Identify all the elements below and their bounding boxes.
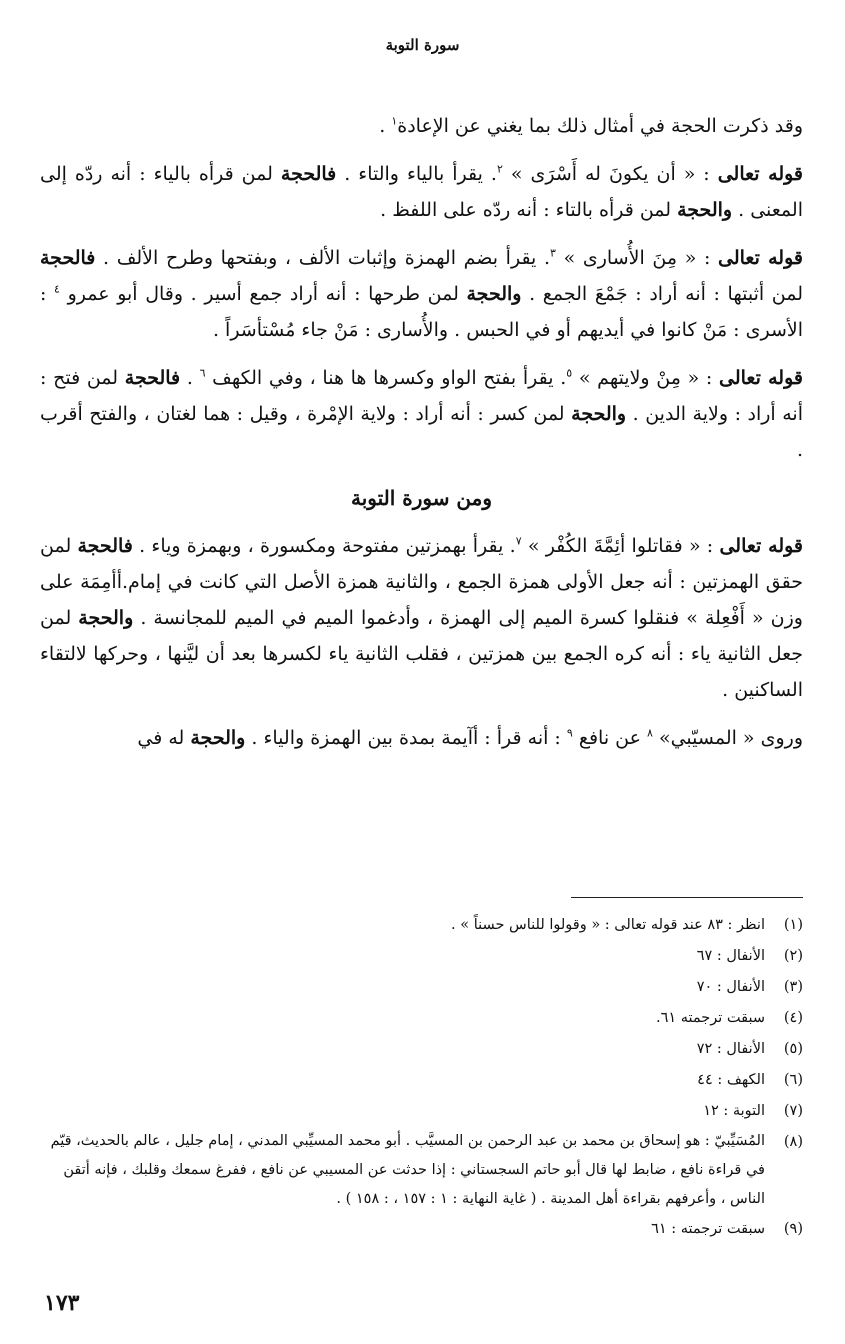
footnote-ref: ٧: [515, 534, 522, 548]
footnote-text: المُسَيِّبيّ : هو إسحاق بن محمد بن عبد الرحمن بن المسيَّب . أبو محمد المسيِّبي المدني ، إمام جليل ، عالم بالحديث، قيّم في قراءة نافع ، ضابط لها قال أبو حاتم السجستاني : إذا حدثت عن المسيبي عن نافع ، ففرغ سمعك وقلبك ، فإنه أتقن الناس ، وأعرفهم بقراءة أهل المدينة . ( غاية النهاية : ١ : ١٥٧ ، : ١٥٨ ) .: [50, 1133, 765, 1207]
paragraph-5: [40, 528, 803, 708]
paragraph-text: لمن حقق الهمزتين : أنه جعل الأولى همزة الجمع ، والثانية همزة الأصل التي كانت في إمام.أأمِمَة على وزن « أَفْعِلة » فنقلوا كسرة الميم إلى الهمزة ، وأدغموا الميم في الميم للمجانسة .: [40, 535, 803, 629]
footnote-item: [40, 1127, 803, 1214]
footnote-ref: ٣: [550, 246, 556, 260]
footnote-divider: [571, 897, 803, 898]
paragraph-text: لمن قرأه بالياء : أنه ردّه إلى المعنى .: [40, 163, 803, 221]
hujja-keyword: والحجة: [571, 403, 627, 425]
running-head: سورة التوبة: [385, 36, 460, 54]
hujja-keyword: والحجة: [677, 199, 733, 221]
paragraph-text: له في: [137, 727, 191, 749]
paragraph-text: لمن طرحها : أنه أراد جمع أسير . وقال أبو عمرو: [59, 283, 467, 305]
paragraph-text: .: [180, 367, 200, 389]
footnote-ref: ٦: [199, 366, 206, 380]
footnote-ref: ٥: [566, 366, 573, 380]
paragraph-text: . يقرأ بهمزتين مفتوحة ومكسورة ، وبهمزة وياء .: [132, 535, 516, 557]
footnote-text: انظر : ٨٣ عند قوله تعالى : « وقولوا للناس حسناً » .: [451, 917, 765, 933]
paragraph-text: .: [379, 115, 392, 137]
paragraph-text: : « فقاتلوا أئِمَّةَ الكُفْر »: [521, 535, 720, 557]
footnote-ref: ٩: [566, 726, 573, 740]
paragraph-text: لمن أثبتها : أنه أراد : جَمْعَ الجمع .: [521, 283, 804, 305]
hujja-keyword: فالحجة: [77, 535, 133, 557]
footnote-item: [40, 972, 803, 1003]
footnote-item: [40, 1096, 803, 1127]
paragraph-text: . يقرأ بالياء والتاء .: [336, 163, 497, 185]
paragraph-text: عن نافع: [572, 727, 647, 749]
hujja-keyword: والحجة: [78, 607, 134, 629]
hujja-keyword: فالحجة: [280, 163, 337, 185]
paragraph-text: . يقرأ بفتح الواو وكسرها ها هنا ، وفي الكهف: [205, 367, 567, 389]
paragraph-text: : « مِنْ ولايتهم »: [572, 367, 719, 389]
footnote-text: التوبة : ١٢: [703, 1103, 765, 1119]
footnote-number: (٣): [783, 979, 803, 995]
footnote-number: (٨): [783, 1134, 803, 1150]
paragraph-text: : « أن يكونَ له أَسْرَى »: [502, 163, 718, 185]
footnote-text: الأنفال : ٦٧: [696, 948, 765, 964]
footnote-ref: ٤: [54, 282, 60, 296]
paragraph-text: لمن قرأه بالتاء : أنه ردّه على اللفظ .: [380, 199, 678, 221]
verse-lead: قوله تعالى: [718, 247, 803, 269]
footnote-text: سبقت ترجمته : ٦١: [651, 1221, 765, 1237]
footnote-item: [40, 1003, 803, 1034]
footnote-item: [40, 941, 803, 972]
paragraph-4: [40, 360, 803, 468]
footnote-text: سبقت ترجمته ٦١.: [655, 1010, 765, 1026]
paragraph-1: [40, 108, 803, 144]
footnote-item: [40, 910, 803, 941]
footnote-number: (٥): [783, 1041, 803, 1057]
paragraph-text: : الأسرى : مَنْ كانوا في أيديهم أو في الحبس . والأُسارى : مَنْ جاء مُسْتأسَراً .: [40, 283, 803, 341]
paragraph-6: [40, 720, 803, 756]
paragraph-text: : أنه قرأ : أآيمة بمدة بين الهمزة والياء .: [245, 727, 567, 749]
footnote-text: الأنفال : ٧٠: [696, 979, 765, 995]
footnote-number: (٩): [783, 1221, 803, 1237]
verse-lead: قوله تعالى: [719, 367, 803, 389]
footnote-ref: ١: [391, 114, 398, 128]
paragraph-text: وقد ذكرت الحجة في أمثال ذلك بما يغني عن الإعادة: [397, 115, 803, 137]
footnote-text: الكهف : ٤٤: [697, 1072, 765, 1088]
page-number: ١٧٣: [44, 1290, 80, 1316]
footnote-item: [40, 1214, 803, 1245]
footnote-ref: ٨: [647, 726, 653, 740]
footnote-number: (٧): [783, 1103, 803, 1119]
footnote-text: الأنفال : ٧٢: [696, 1041, 765, 1057]
footnote-number: (٢): [783, 948, 803, 964]
footnote-item: [40, 1034, 803, 1065]
section-heading: ومن سورة التوبة: [350, 486, 493, 510]
footnote-number: (٤): [783, 1010, 803, 1026]
paragraph-text: وروى « المسيّبي»: [652, 727, 803, 749]
paragraph-2: [40, 156, 803, 228]
verse-lead: قوله تعالى: [717, 163, 804, 185]
footnote-ref: ٢: [496, 162, 503, 176]
footnote-item: [40, 1065, 803, 1096]
paragraph-text: لمن فتح : أنه أراد : ولاية الدين .: [40, 367, 804, 425]
verse-lead: قوله تعالى: [719, 535, 804, 557]
paragraph-text: لمن كسر : أنه أراد : ولاية الإمْرة ، وقيل : هما لغتان ، والفتح أقرب .: [40, 403, 803, 461]
footnotes-list: [40, 910, 803, 1245]
footnote-number: (٦): [783, 1072, 803, 1088]
paragraph-3: [40, 240, 803, 348]
hujja-keyword: والحجة: [466, 283, 522, 305]
paragraph-text: لمن جعل الثانية ياء : أنه كره الجمع بين همزتين ، فقلب الثانية ياء لكسرها بعد أن ليَّنها ، وحركها لالتقاء الساكنين .: [40, 607, 803, 701]
footnote-number: (١): [783, 917, 803, 933]
hujja-keyword: والحجة: [190, 727, 246, 749]
paragraph-text: : « مِنَ الأُسارى »: [555, 247, 719, 269]
hujja-keyword: فالحجة: [40, 247, 96, 269]
main-text: [40, 108, 803, 756]
paragraph-text: . يقرأ بضم الهمزة وإثبات الألف ، وبفتحها وطرح الألف .: [95, 247, 551, 269]
hujja-keyword: فالحجة: [124, 367, 181, 389]
